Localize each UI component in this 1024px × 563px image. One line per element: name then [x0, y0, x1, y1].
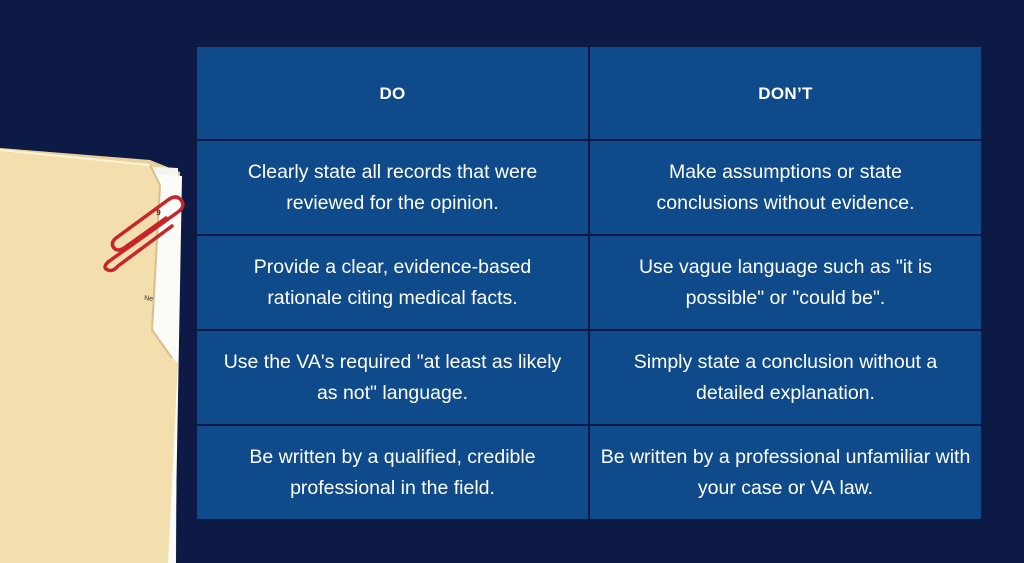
do-cell-4: Be written by a qualified, credible professional in the field.	[197, 426, 588, 519]
do-cell-3: Use the VA's required "at least as likely as not" language.	[197, 331, 588, 424]
do-cell-1: Clearly state all records that were reviewed for the opinion.	[197, 141, 588, 234]
do-header: DO	[197, 47, 588, 139]
svg-text:9: 9	[155, 208, 162, 218]
dont-cell-2: Use vague language such as "it is possible" or "could be".	[590, 236, 981, 329]
dont-header: DON’T	[590, 47, 981, 139]
svg-text:Ne: Ne	[143, 295, 154, 303]
do-cell-2: Provide a clear, evidence-based rationale citing medical facts.	[197, 236, 588, 329]
dont-cell-3: Simply state a conclusion without a detailed explanation.	[590, 331, 981, 424]
dont-cell-4: Be written by a professional unfamiliar with your case or VA law.	[590, 426, 981, 519]
do-dont-table	[197, 47, 981, 517]
dont-cell-1: Make assumptions or state conclusions without evidence.	[590, 141, 981, 234]
